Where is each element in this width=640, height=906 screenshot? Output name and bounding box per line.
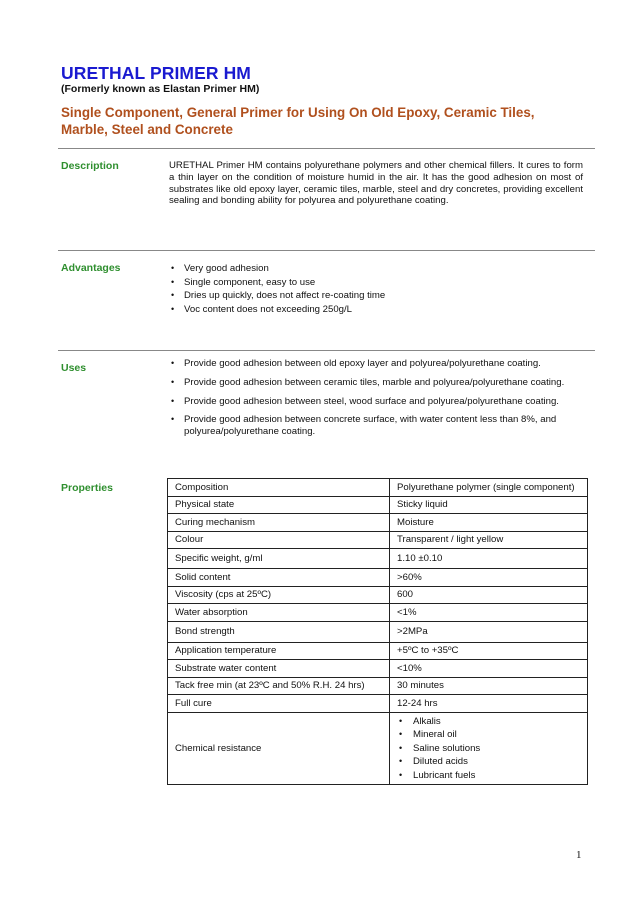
list-item: • Lubricant fuels xyxy=(390,769,587,783)
property-name: Solid content xyxy=(168,569,390,587)
description-text: URETHAL Primer HM contains polyurethane polymers and other chemical fillers. It cures to form a thin layer on the condition of moisture humid in the air. It has the good adhesion on most of substrates like old epoxy layer, ceramic tiles, marble, steel and dry concretes, providing excellent sealing and bonding ability for polyurea and polyurethane coating. xyxy=(169,160,583,207)
property-name: Colour xyxy=(168,531,390,549)
table-row xyxy=(168,479,588,497)
list-item: • Provide good adhesion between ceramic tiles, marble and polyurea/polyurethane coating. xyxy=(169,377,589,389)
divider xyxy=(58,250,595,251)
uses-label: Uses xyxy=(61,362,87,374)
uses-list xyxy=(169,358,589,445)
property-value: 30 minutes xyxy=(390,677,588,695)
property-value: >2MPa xyxy=(390,621,588,642)
list-item: • Very good adhesion xyxy=(169,262,385,276)
document-subtitle: (Formerly known as Elastan Primer HM) xyxy=(61,83,260,95)
properties-label: Properties xyxy=(61,482,113,494)
table-row xyxy=(168,586,588,604)
property-value: Polyurethane polymer (single component) xyxy=(390,479,588,497)
list-item: • Diluted acids xyxy=(390,755,587,769)
property-value: Moisture xyxy=(390,514,588,532)
property-value: 600 xyxy=(390,586,588,604)
list-item: • Provide good adhesion between steel, wood surface and polyurea/polyurethane coating. xyxy=(169,396,589,408)
list-item: • Mineral oil xyxy=(390,728,587,742)
property-name: Chemical resistance xyxy=(168,712,390,785)
property-name: Full cure xyxy=(168,695,390,713)
property-value: Sticky liquid xyxy=(390,496,588,514)
property-name: Specific weight, g/ml xyxy=(168,549,390,569)
document-title: URETHAL PRIMER HM xyxy=(61,63,251,83)
table-row xyxy=(168,677,588,695)
table-row xyxy=(168,531,588,549)
table-row xyxy=(168,621,588,642)
property-name: Tack free min (at 23ºC and 50% R.H. 24 hrs) xyxy=(168,677,390,695)
property-name: Bond strength xyxy=(168,621,390,642)
property-name: Substrate water content xyxy=(168,660,390,678)
product-headline: Single Component, General Primer for Using On Old Epoxy, Ceramic Tiles, Marble, Steel and Concrete xyxy=(61,105,535,137)
divider xyxy=(58,350,595,351)
list-item: • Alkalis xyxy=(390,715,587,729)
table-row xyxy=(168,569,588,587)
advantages-label: Advantages xyxy=(61,262,121,274)
properties-table xyxy=(167,478,588,785)
table-row xyxy=(168,660,588,678)
table-row xyxy=(168,549,588,569)
property-name: Composition xyxy=(168,479,390,497)
description-label: Description xyxy=(61,160,119,172)
table-row xyxy=(168,514,588,532)
property-value: +5ºC to +35ºC xyxy=(390,642,588,660)
list-item: • Voc content does not exceeding 250g/L xyxy=(169,303,385,317)
property-value: 1.10 ±0.10 xyxy=(390,549,588,569)
table-row xyxy=(168,496,588,514)
property-name: Physical state xyxy=(168,496,390,514)
property-value: >60% xyxy=(390,569,588,587)
property-name: Water absorption xyxy=(168,604,390,622)
list-item: • Saline solutions xyxy=(390,742,587,756)
property-name: Curing mechanism xyxy=(168,514,390,532)
property-value: <1% xyxy=(390,604,588,622)
property-name: Application temperature xyxy=(168,642,390,660)
property-value xyxy=(390,712,588,785)
property-value: <10% xyxy=(390,660,588,678)
table-row xyxy=(168,642,588,660)
advantages-list xyxy=(169,262,385,316)
list-item: • Provide good adhesion between old epoxy layer and polyurea/polyurethane coating. xyxy=(169,358,589,370)
property-value: 12-24 hrs xyxy=(390,695,588,713)
table-row xyxy=(168,604,588,622)
list-item: • Dries up quickly, does not affect re-coating time xyxy=(169,289,385,303)
table-row xyxy=(168,712,588,785)
property-value: Transparent / light yellow xyxy=(390,531,588,549)
divider xyxy=(58,148,595,149)
chemical-resistance-list xyxy=(390,713,587,785)
table-row xyxy=(168,695,588,713)
list-item: • Single component, easy to use xyxy=(169,276,385,290)
page-number: 1 xyxy=(576,849,582,861)
property-name: Viscosity (cps at 25ºC) xyxy=(168,586,390,604)
list-item: • Provide good adhesion between concrete surface, with water content less than 8%, and polyurea/polyurethane coating. xyxy=(169,414,564,438)
